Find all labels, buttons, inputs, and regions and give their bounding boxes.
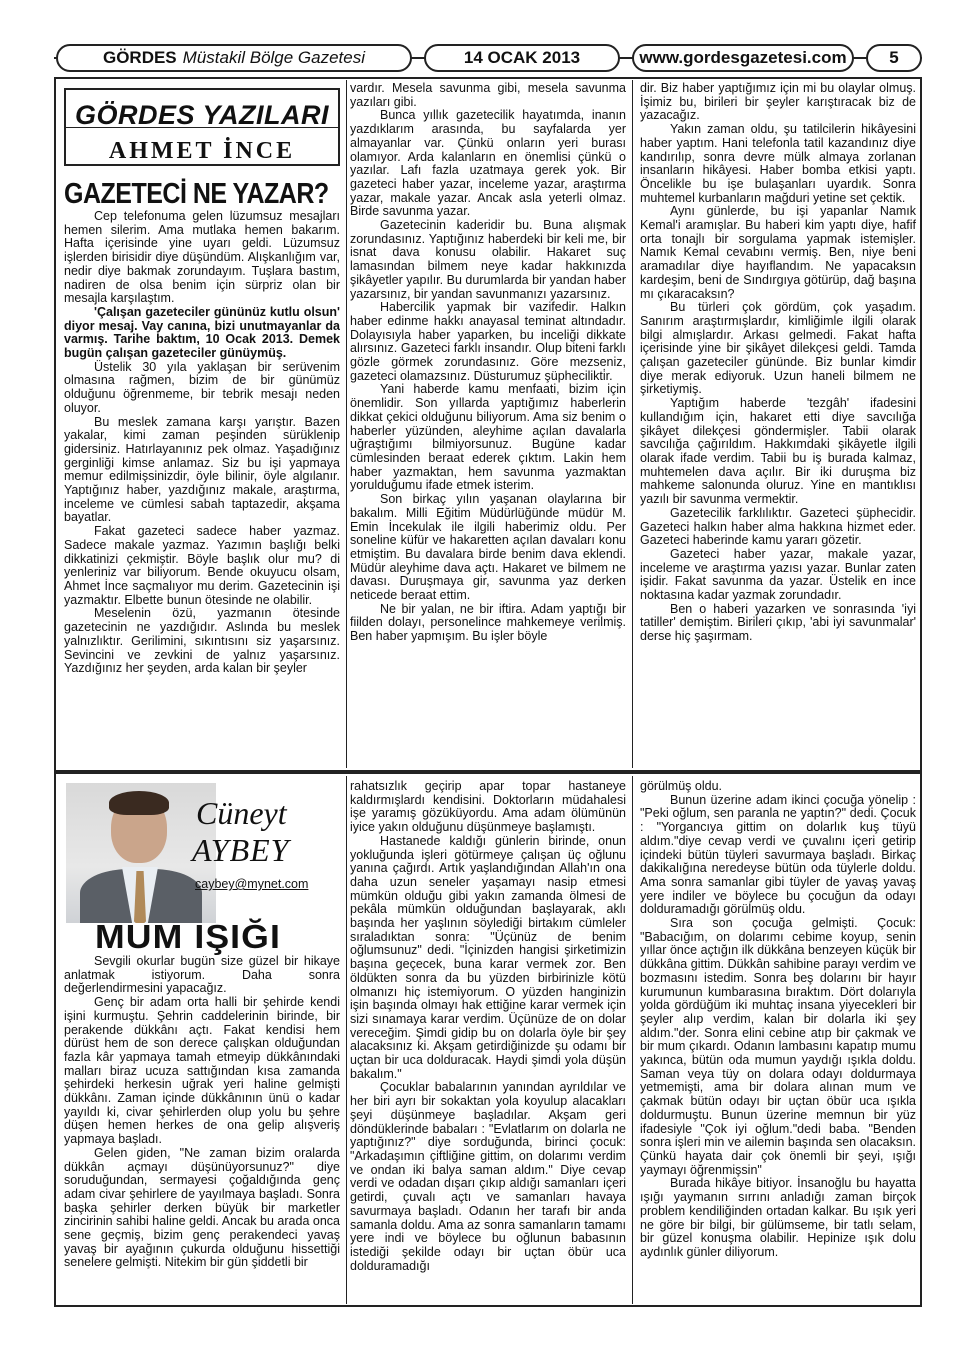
column-author: AHMET İNCE — [108, 138, 296, 164]
issue-date-badge — [424, 44, 620, 72]
article1-column-2 — [350, 82, 626, 768]
paragraph: Gazetecinin kaderidir bu. Buna alışmak zorundasınız. Yaptığınız haberdeki bir keli me, bir isnat dava konusu olabilir. Hakaret suç lamasından bilmem neye kadar hakkınızda şikâyetler yapılır. Bu durumlarda bir yandan haber yazarsınız, bir yandan savunmanızı yazarsınız. — [350, 218, 626, 301]
article-headline: GAZETECİ NE YAZAR? — [64, 177, 329, 211]
column-title-box — [64, 88, 340, 166]
paragraph: 'Çalışan gazeteciler gününüz kutlu olsun' diyor mesaj. Vay canına, bizi unutmayanlar da varmış. Tarihe baktım, 10 Ocak 2013. Demek bugün çalışan gazeteciler günüymüş. — [64, 304, 340, 361]
paragraph: Yaptığım haberde 'tezgâh' ifadesini kullandığım için, hakaret etti diye savcılığa şikâyet dilekçesi göndermişler. Tabii olarak savcılığa çağırıldım. Hakkımdaki şikâyetle ilgili olarak ifade verdim. Tabii bu iş burada kalmaz, muhtemelen dava açılır. Bir iki duruşma biz mahkeme salonunda oluruz. Yine en mantıklısı yazılı bir savunma vermektir. — [640, 396, 916, 507]
paragraph: Genç bir adam orta halli bir şehirde kendi işini kurmuştu. Şehrin caddelerinin birinde, bir perakende dükkânı açtı. Fakat kendisi hem dürüst hem de son derece çalışkan olduğundan fazla kâr yapmaya tamah etmeyip dükkânındaki malları biraz ucuza sattığından kısa zamanda şehirdeki herkesin uğrak yeri haline gelmişti dükkânı. Zaman içinde dükkânının ünü o kadar yayıldı ki, civar şehirlerden olup yolu bu şehre düşen hemen herkes de ona gelip alışveriş yapmaya başladı. — [64, 995, 340, 1147]
paragraph: Üstelik 30 yıla yaklaşan bir serüvenim olmasına rağmen, bizim de bir günümüz olduğunu öğrenmeme, bir tebrik mesajı neden oluyor. — [64, 359, 340, 415]
paper-name-badge — [56, 44, 412, 72]
article2-column-3 — [640, 780, 916, 1304]
paragraph: Son birkaç yılın yaşanan olaylarına bir bakalım. Milli Eğitim Müdürlüğünde müdür M. Emin İncekulak ile ilgili haberimiz oldu. Per soneline küfür ve hakaretten açılan davaları konu etmiştim. Bu davalara birde benim dava eklendi. Müdür aleyhime dava açtı. Hakaret ve bilmem ne davası. Duruşmaya gir, savunma yaz derken neticede beraat ettim. — [350, 492, 626, 603]
paragraph: Gazetecilik farklılıktır. Gazeteci şüphecidir. Gazeteci halkın haber alma hakkına hizmet eder. Gazeteci haberinde kamu yararı gözetir. — [640, 505, 916, 548]
author-email-link[interactable]: caybey@mynet.com — [195, 877, 309, 891]
paragraph: rahatsızlık geçirip apar topar hastaneye kaldırmışlardı kendisini. Doktorların müdahalesi işe yaramış gözüküyordu. Ama adam ölümünün iyice yakın olduğunu düşünmeye başlamıştı. — [350, 780, 626, 835]
column-divider — [346, 80, 347, 768]
column-divider — [632, 776, 633, 1304]
website-link[interactable]: www.gordesgazetesi.com — [639, 48, 847, 67]
author-first-name: Cüneyt — [196, 795, 287, 831]
paragraph: Burada hikâye bitiyor. İnsanoğlu bu hayatta ışığı yaymanın sırrını anladığı zaman birçok problem kendiliğinden ortadan kalkar. Bu ışık yeri ne göre bir bilgi, bir gülümseme, bir tatlı selam, bir güzel konuşma olabilir. Hepinize ışık dolu aydınlık günler diliyorum. — [640, 1176, 916, 1259]
paper-subtitle: Müstakil Bölge Gazetesi — [182, 48, 366, 67]
paragraph: Bunca yıllık gazetecilik hayatımda, inanın yazdıklarım arasında, bu sayfalarda yer almayanlar var. Çünkü onların yeri burası olamıyor. Arda kalanların en önemlisi çünkü o yazılar. Lafı fazla uzatmaya gerek yok. Bir gazeteci haber yazar, inceleme yazar, araştırma yazar, makale yazar. Ancak asla yeterli olmaz. Birde savunma yazar. — [350, 108, 626, 219]
paragraph: Meselenin özü, yazmanın ötesinde gazetecinin ne yazdığıdır. Aslında bu meslek yalnızlıktır. Gerilimini, sıkıntısını siz yaşarsınız. Sevincini ve zevkini de yalnız yaşarsınız. Yazdığınız her şeyden, arda kalan bir şeyler — [64, 606, 340, 676]
column-divider — [632, 80, 633, 768]
page-number: 5 — [889, 48, 899, 67]
column-divider — [346, 776, 347, 1304]
column-title: GÖRDES YAZILARI — [74, 100, 330, 130]
paragraph: Yani haberde kamu menfaati, bizim için önemlidir. Son yıllarda yaptığımız haberlerin dikkat çekici olduğunu biliyorum. Ama siz benim o haberler yüzünden, aleyhime açılan davalarla uğraştığımı bilmiyorsunuz. Bugüne kadar cümlesinden beraat ederek çıktım. Lakin hem haber yazmaktan, hem savunma yazmaktan yorulduğumu ifade etmek isterim. — [350, 382, 626, 493]
paragraph: Habercilik yapmak bir vazifedir. Halkın haber edinme hakkı anayasal teminat altındadır. Dolayısıyla haber yaparken, bu inceliği dikkate alırsınız. Gazeteci farklı insandır. Olup biteni farklı gözle görmek zorundasınız. Göre mezseniz, gazeteci olamazsınız. Düsturumuz şüphecilikti̇r. — [350, 300, 626, 383]
paragraph: Ne bir yalan, ne bir iftira. Adam yaptığı bir fiilden dolayı, personelince mahkemeye verilmiş. Ben haber yapmışım. Bu işler böyle — [350, 601, 626, 644]
paragraph: Bu türleri çok gördüm, çok yaşadım. Sanırım araştırmışlardır, kimliğimle ilgili olarak bilgi almışlardır. Arkası gelmedi. Fakat hafta içerisinde yine bir şikâyet dilekçesi geldi. Tamda çalışan gazeteciler gününde. Biz bunlar kimdir diye merak ediyoruk. Uzun haneli bilmem ne şirketiymiş. — [640, 300, 916, 397]
paragraph: Gelen giden, "Ne zaman bizim oralarda dükkân açmayı düşünüyorsunuz?" diye soruduğundan, sermayesi çoğaldığında genç adam civar şehirlere de yayılmaya başladı. Sonra başka şehirler derken büyük bir marketler zincirinin sahibi haline geldi. Ancak bu arada onca sene geçmiş, bizim genç perakendeci yavaş yavaş bir ayağının çukurda olduğunu hissettiği senelere gelmişti. Nitekim bir gün şiddetli bir — [64, 1145, 340, 1270]
issue-date: 14 OCAK 2013 — [463, 48, 581, 67]
paragraph: Yakın zaman oldu, şu tatilcilerin hikâyesini haber yaptım. Hani telefonla tatil kazandınız diye kandırılıp, sonra devre mülk almaya zorlanan insanların hikâyesi. Haber bomba etkisi yaptı. Öncelikle bu işe bulaşanları uyardık. Sonra muhtemel kurbanların mağduri yetine set çektik. — [640, 122, 916, 205]
column-title-divider — [66, 127, 338, 128]
website-badge[interactable] — [632, 44, 854, 72]
paragraph: Bu meslek zamana karşı yarıştır. Bazen yakalar, kimi zaman peşinden sürüklenip gidersiniz. Hatırlayanınız pek olmaz. Yaşadığınız gerginliği kimse anlamaz. Siz bu işi yapmaya memur edilmişsinizdir, öyle bilinir, öyle algılanır. Yaptığınız haber, yazdığınız makale, araştırma, inceleme ve cümlesi sabah taptazedir, akşama bayatlar. — [64, 414, 340, 525]
paragraph: Gazeteci haber yazar, makale yazar, inceleme ve araştırma yazısı yazar. Bunlar zaten işidir. Fakat savunma da yazar. Üstelik en ince noktasına kadar yazmak zorundadır. — [640, 546, 916, 603]
article-headline: MUM IŞIĞI — [95, 918, 281, 955]
paragraph: görülmüş oldu. — [640, 780, 722, 793]
article1-column-1 — [64, 210, 340, 768]
paper-name: GÖRDES — [102, 48, 177, 67]
paragraph: vardır. Mesela savunma gibi, mesela savunma yazıları gibi. — [350, 82, 626, 109]
paragraph: Çocuklar babalarının yanından ayrıldılar ve her biri ayrı bir sokaktan yola koyulup alacakları şeyi düşünmeye başladılar. Akşam geri döndüklerinde babaları : "Evlatlarım on dolarla ne yaptığınız?" diye sorduğunda, birinci çocuk: "Arkadaşımın çiftliğine gittim, on dolarımı verdim ve ondan iki balya saman aldım." Diye cevap verdi ve odadan dışarı çıkıp aldığı samanları içeri getirdi, çuvalı açtı ve samanları havaya savurmaya başladı. Odanın her tarafı bir anda samanla doldu. Ama az sonra samanların tamamı yere indi ve böylece bu oğlunun babasının istediği şekilde odayı bir uçtan öbür uca dolduramadığı — [350, 1080, 626, 1273]
paragraph: Cep telefonuma gelen lüzumsuz mesajları hemen silerim. Ama mutlaka hemen bakarım. Hafta içerisinde yine uyarı geldi. Lüzumsuz işlerden birisidir diye düşündüm. Alışkanlığım var, nedir diye bakmak zorundayım. Tuşlara bastım, nadiren de olsa benim için sürpriz olan bir mesajla karşılaştım. — [64, 210, 340, 306]
paragraph: Fakat gazeteci sadece haber yazmaz. Sadece makale yazmaz. Yazımın başlığı belki dikkatinizi çekmiştir. Böyle başlık olur mu? di yenleriniz var biliyorum. Bende okuyucu olsam, Ahmet İnce saçmalıyor mu derim. Gazetecinin işi yazmaktır. Elbette bunun ötesinde ne olabilir. — [64, 524, 340, 607]
page-number-badge — [866, 44, 922, 72]
paragraph: dir. Biz haber yaptığımız için mi bu olaylar olmuş. İşimiz bu, birileri bir şeyler karıştıracak biz de yazacağız. — [640, 82, 916, 123]
paragraph: Aynı günlerde, bu işi yapanlar Namık Kemal'i aramışlar. Bu haberi kim yaptı diye, hafif orta tonajlı bir sorgulama yapmak istemişler. Namık Kemal cevabını vermiş. Ben, niye beni aramadılar diye hayıflandım. Ne yapacaksın kardeşim, beni de Sındırgıya götürüp, dağ başına mı çıkaracaksın? — [640, 204, 916, 301]
article2-column-2 — [350, 780, 626, 1304]
paragraph: Sıra son çocuğa gelmişti. Çocuk: "Babacığım, on dolarımı cebime koyup, senin yıllar önce açtığın ilk dükkâna benzeyen küçük bir dükkâna gittim. Dükkân sahibine parayı verdim ve bozmasını istedim. Sonra beş dolarını bir hayır kurumunun kumbarasına bıraktım. Dört dolarıyla yolda gördüğüm iki muhtaç insana yiyecekleri bir şeyler alıp verdim, kalan bir dolarla iki şey aldım."der. Sonra elini cebine atıp bir çakmak ve bir mum çıkardı. Odanın lambasını kapatıp mumu yakınca, bütün oda mumun yaydığı ışıkla doldu. Saman veya tüy on dolara odayı doldurmaya yetmemişti, ama bir dolara alınan mum ve çakmak bütün odayı bir uçtan öbür uca ışıkla doldurmuştu. Bunun üzerine memnun bir yüz ifadesiyle "Çok iyi oğlum."dedi baba. "Benden sonra işleri min ve ailemin başında sen olacaksın. Çünkü hayata dair çok önemli bir şeyi, ışığı yaymayı öğrenmişsin" — [640, 916, 916, 1177]
author-last-name: AYBEY — [192, 832, 290, 868]
paragraph: Sevgili okurlar bugün size güzel bir hikaye anlatmak istiyorum. Daha sonra değerlendirmesini yapacağız. — [64, 955, 340, 996]
paragraph: Bunun üzerine adam ikinci çocuğa yönelip : "Peki oğlum, sen paranla ne yaptın?" dedi. Çocuk : "Yorgancıya gittim on dolarlık kuş tüyü aldım."diye cevap verdi ve çuvalını içeri getirip içindeki bütün tüyleri savurmaya başladı. Birkaç dakikalığına neredeyse bütün oda tüylerle doldu. Ama sonra samanlar gibi tüyler de yavaş yavaş yere indiler ve böylece bu çocuğun da odayı dolduramadığı görülmüş oldu. — [640, 792, 916, 917]
article2-column-1 — [64, 955, 340, 1303]
article1-column-3 — [640, 82, 916, 768]
paragraph: Ben o haberi yazarken ve sonrasında 'iyi tatiller' demiştim. Birileri çıkıp, 'abi iyi savunmalar' derse hiç şaşırmam. — [640, 601, 916, 644]
paragraph: Hastanede kaldığı günlerin birinde, onun yokluğunda işleri götürmeye çalışan üç oğlunu yanına çağırdı. Artık yaşlandığından Allah'ın ona daha uzun seneler yaşamayı nasip etmesi mümkün olduğu gibi yakın zamanda ölmesi de pekâla mümkün olduğundan başlayarak, aklı başında her yaşlının söylediği birtakım cümleler sıraladıktan sonra: "Üçünüz de benim oğlumsunuz" dedi. "İçinizden hangisi şirketimizin başına geçecek, buna karar vermek zor. Ben öldükten sonra da bu yüzden birbirinizle kötü olmanızı hiç istemiyorum. O yüzden hanginizin işin başında olmayı hak ettiğine karar vermek için sizi sınamaya karar verdim. Üçünüze de on dolar vereceğim. Şimdi gidip bu on dolarla öyle bir şey alacaksınız ki. Akşam getirdiğinizde şu odamı bir uçtan bir uca dolduracak. Haydi şimdi yola düşün bakalım." — [350, 833, 626, 1081]
